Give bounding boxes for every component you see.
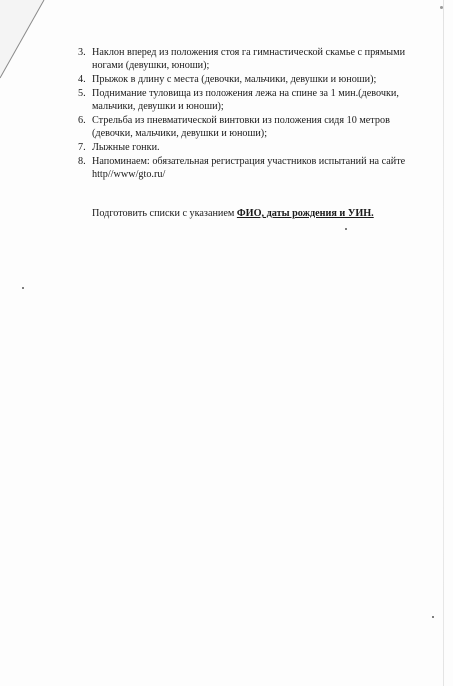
list-item — [78, 73, 428, 86]
item-number: 5. — [78, 88, 86, 99]
list-item — [78, 141, 428, 154]
item-text: Напоминаем: обязательная регистрация участников испытаний на сайте http//www/gto.ru/ — [92, 156, 406, 180]
scan-speck — [440, 6, 443, 9]
item-text: Наклон вперед из положения стоя га гимнастической скамье с прямыми ногами (девушки, юноши); — [92, 47, 406, 71]
list-item — [78, 114, 428, 140]
item-number: 8. — [78, 156, 86, 167]
list-item — [78, 155, 428, 181]
item-text: Стрельба из пневматической винтовки из положения сидя 10 метров (девочки, мальчики, девушки и юноши); — [92, 115, 390, 139]
folded-corner — [0, 0, 48, 80]
item-number: 7. — [78, 142, 86, 153]
scan-speck — [22, 287, 24, 289]
requirements-list — [78, 46, 428, 182]
scan-speck — [345, 228, 347, 230]
scan-speck — [432, 616, 434, 618]
note-prefix: Подготовить списки с указанием — [92, 208, 237, 219]
page-edge-shadow — [443, 0, 444, 686]
item-text: Прыжок в длину с места (девочки, мальчики, девушки и юноши); — [92, 74, 377, 85]
item-text: Поднимание туловища из положения лежа на спине за 1 мин.(девочки, мальчики, девушки и юноши); — [92, 88, 399, 112]
item-text: Лыжные гонки. — [92, 142, 160, 153]
item-number: 6. — [78, 115, 86, 126]
item-number: 3. — [78, 47, 86, 58]
note-emphasis: ФИО, даты рождения и УИН. — [236, 208, 374, 219]
item-number: 4. — [78, 74, 86, 85]
list-item — [78, 87, 428, 113]
list-item — [78, 46, 428, 72]
instruction-note — [92, 207, 374, 220]
